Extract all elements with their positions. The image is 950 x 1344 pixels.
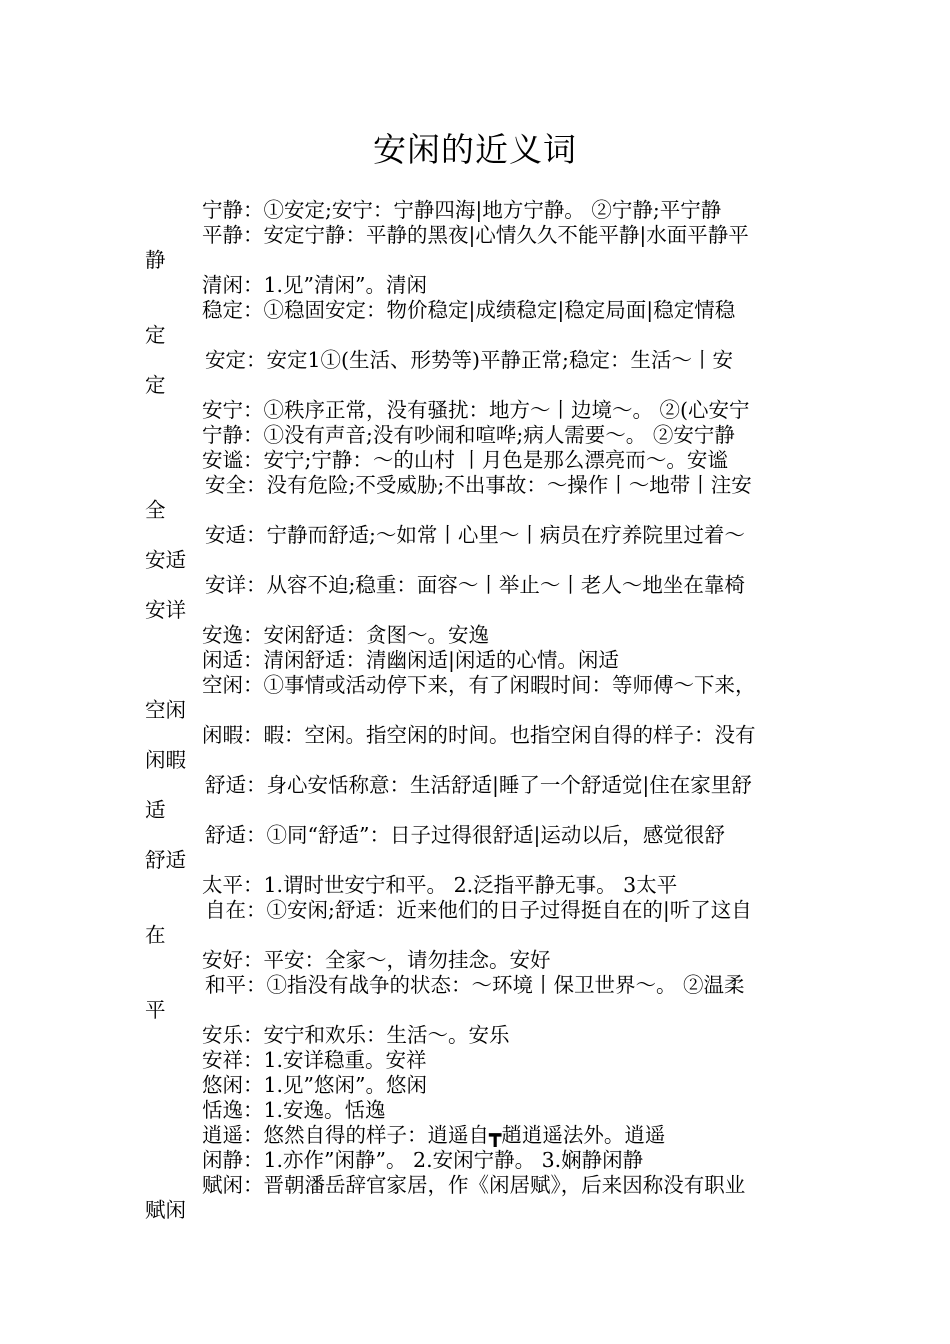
entry-wrap-line: 定: [145, 323, 166, 347]
entry-line: 安谧：安宁;宁静：～的山村 丨月色是那么漂亮而～。安谧: [202, 448, 728, 472]
entry-line: 安全：没有危险;不受威胁;不出事故：～操作丨～地带丨注安: [205, 473, 752, 497]
entry-line: 悠闲：1.见”悠闲”。悠闲: [202, 1073, 428, 1097]
entry-line: 赋闲：晋朝潘岳辞官家居，作《闲居赋》，后来因称没有职业: [202, 1173, 746, 1197]
entry-wrap-line: 平: [145, 998, 166, 1022]
entry-line: 安好：平安：全家～，请勿挂念。安好: [202, 948, 551, 972]
entry-line: 安适：宁静而舒适;～如常丨心里～丨病员在疗养院里过着～: [205, 523, 745, 547]
entry-line: 安定：安定1①(生活、形势等)平静正常;稳定：生活～丨安: [205, 348, 733, 372]
entry-line: 太平：1.谓时世安宁和平。 2.泛指平静无事。 3太平: [202, 873, 678, 897]
entry-line: 安详：从容不迫;稳重：面容～丨举止～丨老人～地坐在靠椅: [205, 573, 745, 597]
entry-wrap-line: 闲暇: [145, 748, 186, 772]
entry-line: 逍遥：悠然自得的样子：逍遥自┳趙逍遥法外。逍遥: [202, 1123, 666, 1147]
entry-wrap-line: 在: [145, 923, 166, 947]
entry-wrap-line: 安适: [145, 548, 186, 572]
entry-line: 恬逸：1.安逸。恬逸: [202, 1098, 386, 1122]
entry-line: 和平：①指没有战争的状态：～环境丨保卫世界～。 ②温柔: [205, 973, 745, 997]
entry-line: 稳定：①稳固安定：物价稳定|成绩稳定|稳定局面|稳定情稳: [202, 298, 736, 322]
entry-wrap-line: 舒适: [145, 848, 186, 872]
entry-wrap-line: 适: [145, 798, 166, 822]
entry-line: 宁静：①没有声音;没有吵闹和喧哗;病人需要～。 ②安宁静: [202, 423, 735, 447]
entry-line: 舒适：身心安恬称意：生活舒适|睡了一个舒适觉|住在家里舒: [205, 773, 752, 797]
entry-wrap-line: 安详: [145, 598, 186, 622]
entry-line: 闲静：1.亦作”闲静”。 2.安闲宁静。 3.娴静闲静: [202, 1148, 644, 1172]
entry-line: 宁静：①安定;安宁：宁静四海|地方宁静。 ②宁静;平宁静: [202, 198, 722, 222]
entry-line: 舒适：①同“舒适”：日子过得很舒适|运动以后，感觉很舒: [205, 823, 725, 847]
entry-wrap-line: 空闲: [145, 698, 186, 722]
entry-wrap-line: 赋闲: [145, 1198, 186, 1222]
entry-line: 闲适：清闲舒适：清幽闲适|闲适的心情。闲适: [202, 648, 619, 672]
entry-line: 空闲：①事情或活动停下来，有了闲暇时间：等师傅～下来，: [202, 673, 756, 697]
entry-line: 自在：①安闲;舒适：近来他们的日子过得挺自在的|听了这自: [205, 898, 752, 922]
entry-line: 安宁：①秩序正常，没有骚扰：地方～丨边境～。 ②(心安宁: [202, 398, 750, 422]
document-title: 安闲的近义词: [373, 130, 577, 169]
entry-line: 安祥：1.安详稳重。安祥: [202, 1048, 427, 1072]
entry-line: 平静：安定宁静：平静的黑夜|心情久久不能平静|水面平静平: [202, 223, 749, 247]
entry-wrap-line: 定: [145, 373, 166, 397]
entry-line: 清闲：1.见”清闲”。清闲: [202, 273, 428, 297]
entry-line: 安乐：安宁和欢乐：生活～。安乐: [202, 1023, 510, 1047]
entry-wrap-line: 静: [145, 248, 166, 272]
entry-line: 闲暇：暇：空闲。指空闲的时间。也指空闲自得的样子：没有: [202, 723, 756, 747]
entry-wrap-line: 全: [145, 498, 166, 522]
entry-line: 安逸：安闲舒适：贪图～。安逸: [202, 623, 489, 647]
entry-list: [145, 198, 810, 1223]
